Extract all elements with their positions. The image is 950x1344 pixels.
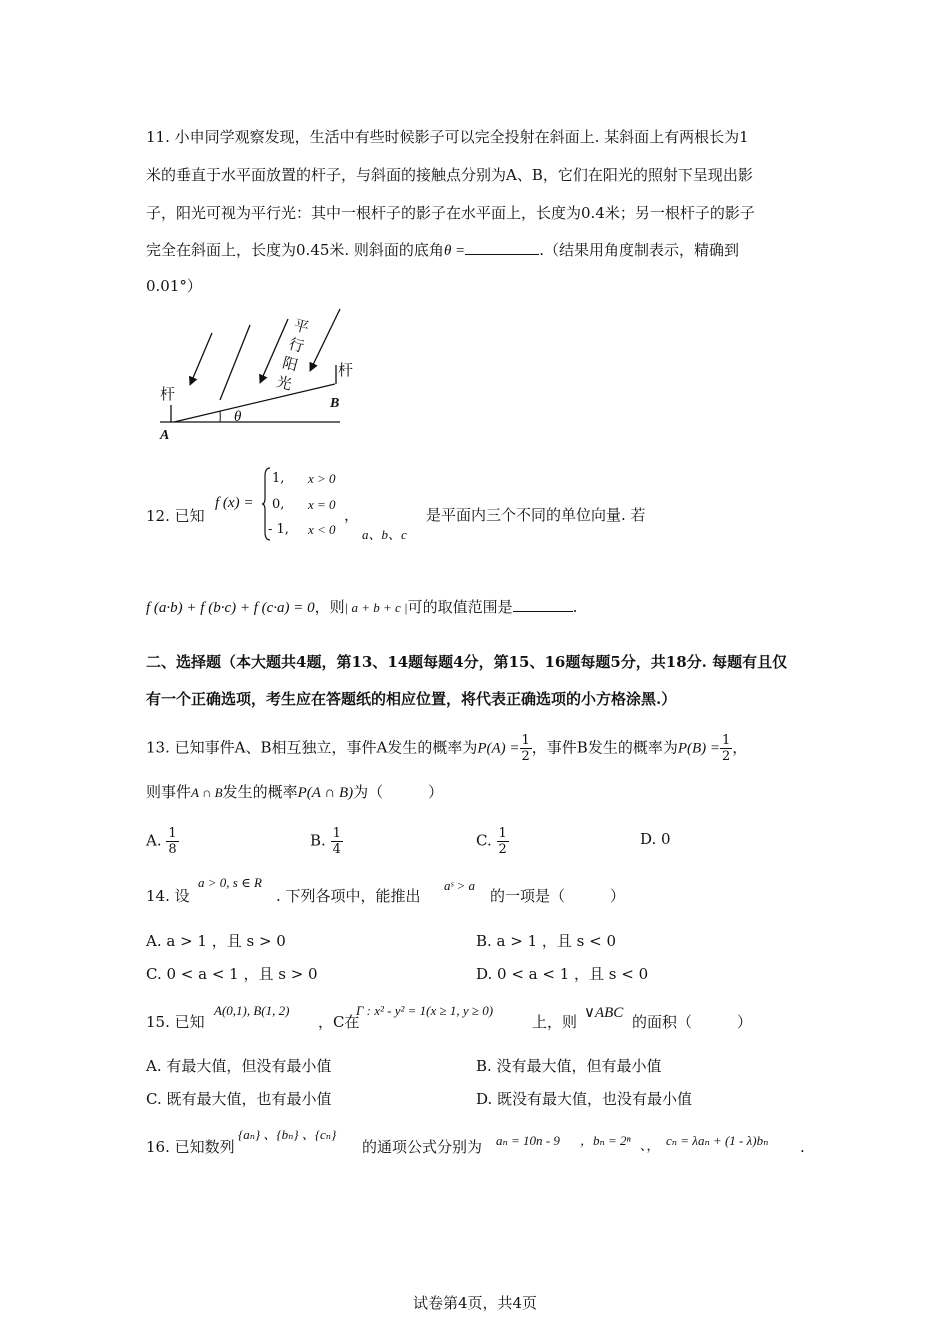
q13-option-d[interactable]: D. 0 bbox=[640, 830, 671, 848]
q13-opt-a-frac: $\frac{1}{8}$ bbox=[168, 826, 177, 857]
q13-l2d: P(A ∩ B) bbox=[297, 785, 354, 801]
q13-comma: ， bbox=[732, 738, 748, 757]
q14-option-c[interactable]: C. 0 < a < 1 ，且 s > 0 bbox=[146, 965, 318, 983]
q15-option-a[interactable]: A. 有最大值，但没有最小值 bbox=[146, 1057, 332, 1075]
q11-line4 bbox=[146, 239, 739, 262]
pole-label-left: 杆 bbox=[160, 385, 176, 403]
q12-comma: ， bbox=[344, 506, 360, 524]
q11-line3: 子，阳光可视为平行光：其中一根杆子的影子在水平面上，长度为0.4米；另一根杆子的影子 bbox=[146, 204, 755, 222]
q13-l2a: 则事件 bbox=[146, 783, 192, 801]
q12-suffix: 是平面内三个不同的单位向量. 若 bbox=[426, 506, 646, 524]
q12-case2-cond: x = 0 bbox=[308, 497, 336, 512]
q11-line2: 米的垂直于水平面放置的杆子，与斜面的接触点分别为A、B，它们在阳光的照射下呈现出影 bbox=[146, 166, 753, 184]
sunlight-label-3: 阳 bbox=[280, 353, 300, 375]
page-footer: 试卷第4页，共4页 bbox=[412, 1294, 538, 1312]
q12-prefix: 12. 已知 bbox=[146, 507, 205, 525]
q14-text-a: 14. 设 bbox=[146, 887, 190, 905]
point-a-label: A bbox=[160, 428, 170, 443]
q14-option-b[interactable]: B. a > 1 ，且 s < 0 bbox=[476, 932, 617, 950]
q12-condition: f (a·b) + f (b·c) + f (c·a) = 0 bbox=[146, 600, 315, 616]
q11-line4c: .（结果用角度制表示，精确到 bbox=[539, 241, 739, 259]
q11-line4a: 完全在斜面上，长度为0.45米. 则斜面的底角 bbox=[146, 241, 444, 259]
q13-pa-frac: $\frac{1}{2}$ bbox=[521, 733, 530, 764]
q13-l2e: 为（ ） bbox=[353, 783, 444, 801]
q13-line2 bbox=[146, 781, 443, 804]
q13-pb: P(B) = bbox=[677, 740, 721, 757]
q11-figure bbox=[150, 305, 370, 445]
q12-answer-blank[interactable] bbox=[513, 597, 573, 612]
q14-option-a[interactable]: A. a > 1 ，且 s > 0 bbox=[146, 932, 286, 950]
q16-text-d: . bbox=[800, 1138, 805, 1156]
sun-ray-2 bbox=[220, 325, 250, 400]
q16-text-a: 16. 已知数列 bbox=[146, 1138, 235, 1156]
q15-option-c[interactable]: C. 既有最大值，也有最小值 bbox=[146, 1090, 332, 1108]
q11-line1: 11. 小申同学观察发现，生活中有些时候影子可以完全投射在斜面上. 某斜面上有两根长为1 bbox=[146, 128, 749, 146]
q13-opt-c-label: C. bbox=[476, 831, 492, 850]
angle-label: θ bbox=[234, 409, 242, 425]
q16-text-b: 的通项公式分别为 bbox=[362, 1138, 483, 1156]
pole-label-right: 杆 bbox=[338, 361, 354, 379]
q13-l2c: 发生的概率 bbox=[222, 783, 298, 801]
q12-range: 可的取值范围是 bbox=[407, 598, 513, 616]
slope-line bbox=[174, 384, 335, 422]
q12-case2-val: 0, bbox=[272, 497, 285, 512]
q13-opt-b-label: B. bbox=[310, 831, 326, 850]
q12-func-lhs: f (x) = bbox=[215, 495, 254, 511]
q13-line1 bbox=[146, 733, 747, 764]
q13-opt-a-label: A. bbox=[146, 831, 162, 850]
q14-text-b: . 下列各项中，能推出 bbox=[276, 887, 421, 905]
q15-text-c: 上，则 bbox=[532, 1013, 578, 1031]
q15-text-d: 的面积（ ） bbox=[632, 1013, 753, 1031]
q14-expr: aˢ > a bbox=[444, 878, 476, 893]
q12-vectors: a、b、c bbox=[362, 527, 407, 542]
q15-text-b: ，C在 bbox=[318, 1013, 360, 1031]
sunlight-label-2: 行 bbox=[286, 334, 307, 357]
q16-bn: ，bₙ = 2ⁿ bbox=[580, 1133, 631, 1148]
q13-option-a[interactable] bbox=[146, 826, 179, 857]
point-b-label: B bbox=[330, 396, 340, 411]
q13-opt-c-frac: $\frac{1}{2}$ bbox=[498, 826, 507, 857]
q13-option-c[interactable] bbox=[476, 826, 509, 857]
q11-line5: 0.01°） bbox=[146, 277, 202, 295]
q13-text-a: 13. 已知事件A、B相互独立，事件A发生的概率为 bbox=[146, 738, 478, 757]
q12-case1-cond: x > 0 bbox=[308, 471, 336, 486]
sunlight-label-1: 平 bbox=[291, 315, 311, 337]
q12-line2 bbox=[146, 596, 577, 619]
q15-text-a: 15. 已知 bbox=[146, 1013, 205, 1031]
q14-text-c: 的一项是（ ） bbox=[490, 887, 626, 905]
q15-points: A(0,1), B(1, 2) bbox=[214, 1003, 290, 1018]
q12-case1-val: 1, bbox=[272, 471, 285, 486]
q13-opt-b-frac: $\frac{1}{4}$ bbox=[332, 826, 341, 857]
q12-norm: | a + b + c | bbox=[344, 600, 408, 615]
sun-ray-4 bbox=[310, 309, 340, 371]
q12-case3-val: - 1, bbox=[268, 522, 289, 537]
q13-text-b: ，事件B发生的概率为 bbox=[531, 738, 678, 757]
q11-theta-eq: θ = bbox=[443, 243, 466, 259]
q16-text-c: 、， bbox=[640, 1139, 660, 1154]
q16-sequences: {aₙ} 、{bₙ} 、{cₙ} bbox=[238, 1127, 337, 1142]
q14-option-d[interactable]: D. 0 < a < 1 ，且 s < 0 bbox=[476, 965, 649, 983]
q11-answer-blank[interactable] bbox=[465, 240, 539, 255]
q16-an: aₙ = 10n - 9 bbox=[496, 1133, 560, 1148]
sunlight-label-4: 光 bbox=[274, 372, 294, 394]
q13-option-b[interactable] bbox=[310, 826, 343, 857]
q12-then: ，则 bbox=[314, 598, 345, 616]
q12-case3-cond: x < 0 bbox=[308, 522, 336, 537]
q15-option-d[interactable]: D. 既没有最大值，也没有最小值 bbox=[476, 1090, 693, 1108]
q12-period: . bbox=[572, 598, 578, 616]
q14-cond: a > 0, s ∈ R bbox=[198, 875, 262, 890]
q15-curve: Γ : x² - y² = 1(x ≥ 1, y ≥ 0) bbox=[356, 1003, 494, 1018]
q13-l2b: A ∩ B bbox=[191, 785, 223, 800]
q13-pb-frac: $\frac{1}{2}$ bbox=[722, 733, 731, 764]
q15-triangle: ∨ABC bbox=[584, 1005, 624, 1021]
section2-line2: 有一个正确选项，考生应在答题纸的相应位置，将代表正确选项的小方格涂黑.） bbox=[146, 690, 677, 708]
section2-line1: 二、选择题（本大题共4题，第13、14题每题4分，第15、16题每题5分，共18分. 每题有且仅 bbox=[146, 653, 788, 671]
sun-ray-1 bbox=[190, 333, 212, 385]
q13-pa: P(A) = bbox=[477, 740, 520, 757]
q15-option-b[interactable]: B. 没有最大值，但有最小值 bbox=[476, 1057, 662, 1075]
q16-cn: cₙ = λaₙ + (1 - λ)bₙ bbox=[666, 1133, 769, 1148]
